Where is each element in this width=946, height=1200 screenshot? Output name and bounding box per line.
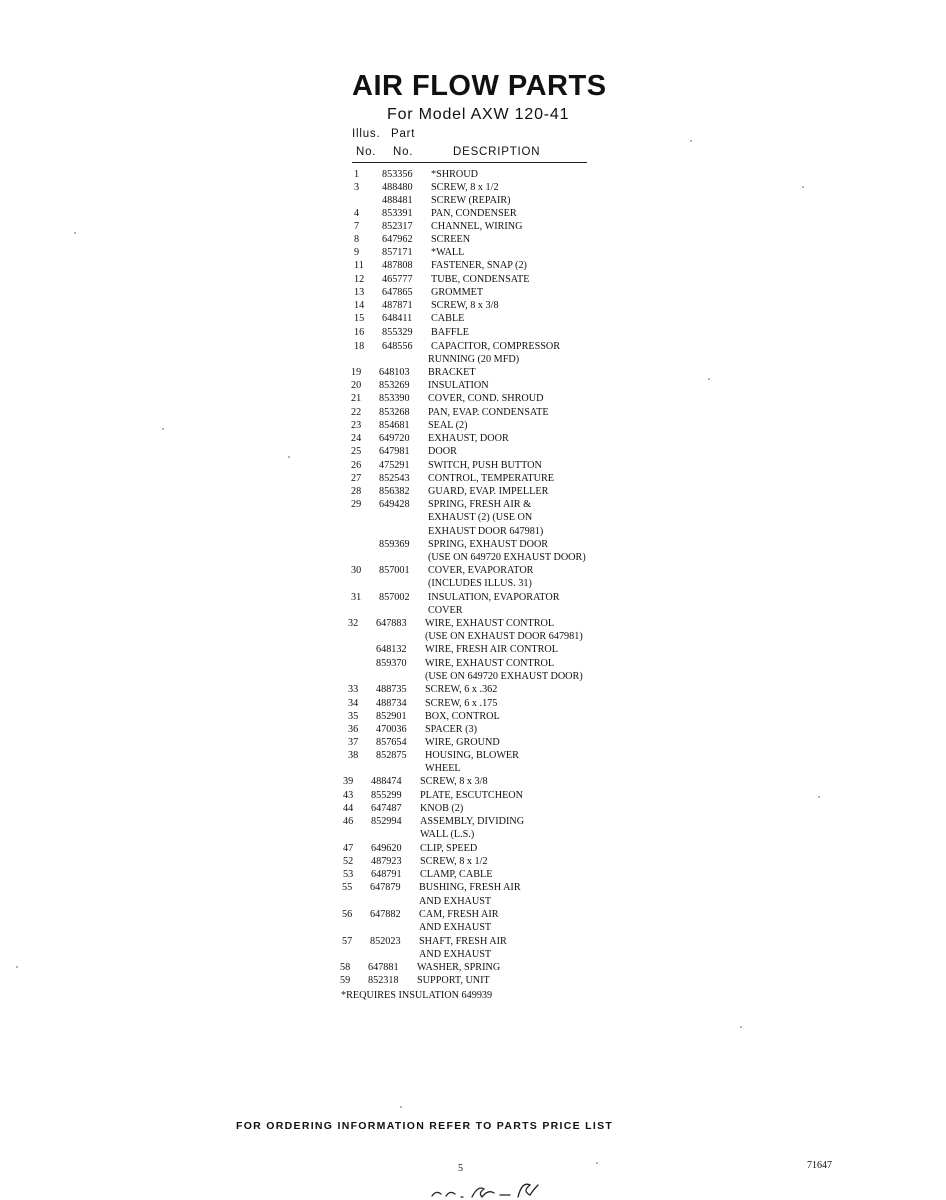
- part-number: 649428: [379, 499, 410, 510]
- part-description: CLAMP, CABLE: [420, 869, 493, 880]
- part-number: 488480: [382, 182, 413, 193]
- part-description: SPACER (3): [425, 724, 477, 735]
- part-number: 853356: [382, 169, 413, 180]
- part-description: EXHAUST DOOR 647981): [428, 526, 544, 537]
- part-description: CHANNEL, WIRING: [431, 221, 523, 232]
- footnote: *REQUIRES INSULATION 649939: [341, 990, 493, 1001]
- illus-number: 39: [343, 776, 354, 787]
- part-number: 487923: [371, 856, 402, 867]
- part-description: SCREW, 8 x 1/2: [431, 182, 499, 193]
- page-number: 5: [458, 1163, 463, 1174]
- part-number: 852023: [370, 936, 401, 947]
- illus-number: 31: [351, 592, 362, 603]
- part-description: PAN, CONDENSER: [431, 208, 517, 219]
- part-number: 853390: [379, 393, 410, 404]
- ordering-note: FOR ORDERING INFORMATION REFER TO PARTS PRICE LIST: [236, 1120, 614, 1132]
- part-number: 852317: [382, 221, 413, 232]
- part-description: CABLE: [431, 313, 465, 324]
- header-rule: [352, 162, 587, 163]
- illus-number: 7: [354, 221, 360, 232]
- header-illus-label: Illus.: [352, 128, 381, 140]
- illus-number: 33: [348, 684, 359, 695]
- part-description: SCREEN: [431, 234, 471, 245]
- scan-speck: [802, 186, 804, 188]
- part-description: SCREW, 8 x 1/2: [420, 856, 488, 867]
- illus-number: 52: [343, 856, 354, 867]
- illus-number: 11: [354, 260, 364, 271]
- part-number: 475291: [379, 460, 410, 471]
- part-description: TUBE, CONDENSATE: [431, 274, 530, 285]
- part-description: BAFFLE: [431, 327, 469, 338]
- part-number: 647881: [368, 962, 399, 973]
- part-description: BUSHING, FRESH AIR: [419, 882, 521, 893]
- part-description: SCREW, 6 x .362: [425, 684, 498, 695]
- illus-number: 32: [348, 618, 359, 629]
- header-part-no-label: No.: [393, 146, 414, 158]
- part-number: 649720: [379, 433, 410, 444]
- illus-number: 37: [348, 737, 359, 748]
- part-description: SHAFT, FRESH AIR: [419, 936, 507, 947]
- part-description: GUARD, EVAP. IMPELLER: [428, 486, 549, 497]
- part-description: SWITCH, PUSH BUTTON: [428, 460, 542, 471]
- part-description: KNOB (2): [420, 803, 464, 814]
- illus-number: 27: [351, 473, 362, 484]
- illus-number: 4: [354, 208, 360, 219]
- page-title: AIR FLOW PARTS: [352, 70, 607, 102]
- illus-number: 58: [340, 962, 351, 973]
- illus-number: 15: [354, 313, 365, 324]
- scan-speck: [16, 966, 18, 968]
- illus-number: 53: [343, 869, 354, 880]
- illus-number: 28: [351, 486, 362, 497]
- illus-number: 18: [354, 341, 365, 352]
- illus-number: 34: [348, 698, 359, 709]
- part-number: 647865: [382, 287, 413, 298]
- part-description: SPRING, EXHAUST DOOR: [428, 539, 549, 550]
- part-number: 488481: [382, 195, 413, 206]
- part-description: EXHAUST (2) (USE ON: [428, 512, 533, 523]
- part-number: 648411: [382, 313, 413, 324]
- part-number: 859370: [376, 658, 407, 669]
- part-number: 487871: [382, 300, 413, 311]
- part-description: CAM, FRESH AIR: [419, 909, 499, 920]
- illus-number: 3: [354, 182, 360, 193]
- part-number: 488474: [371, 776, 402, 787]
- part-number: 487808: [382, 260, 413, 271]
- part-description: SUPPORT, UNIT: [417, 975, 490, 986]
- model-subtitle: For Model AXW 120-41: [387, 106, 570, 123]
- part-description: SEAL (2): [428, 420, 468, 431]
- header-illus-no-label: No.: [356, 146, 377, 158]
- scan-speck: [596, 1162, 598, 1164]
- header-part-label: Part: [391, 128, 416, 140]
- part-description: CLIP, SPEED: [420, 843, 478, 854]
- part-description: COVER, EVAPORATOR: [428, 565, 534, 576]
- part-description: WASHER, SPRING: [417, 962, 501, 973]
- part-description: COVER: [428, 605, 463, 616]
- part-description: DOOR: [428, 446, 457, 457]
- scan-speck: [288, 456, 290, 458]
- illus-number: 9: [354, 247, 360, 258]
- part-description: SCREW (REPAIR): [431, 195, 511, 206]
- part-number: 853268: [379, 407, 410, 418]
- illus-number: 19: [351, 367, 362, 378]
- scan-speck: [162, 428, 164, 430]
- illus-number: 20: [351, 380, 362, 391]
- scan-speck: [690, 140, 692, 142]
- part-description: HOUSING, BLOWER: [425, 750, 519, 761]
- part-number: 465777: [382, 274, 413, 285]
- scan-speck: [740, 1026, 742, 1028]
- part-number: 647879: [370, 882, 401, 893]
- part-number: 855299: [371, 790, 402, 801]
- part-number: 648103: [379, 367, 410, 378]
- illus-number: 35: [348, 711, 359, 722]
- part-description: PLATE, ESCUTCHEON: [420, 790, 524, 801]
- part-description: CAPACITOR, COMPRESSOR: [431, 341, 561, 352]
- part-description: CONTROL, TEMPERATURE: [428, 473, 555, 484]
- part-description: BOX, CONTROL: [425, 711, 500, 722]
- scan-speck: [400, 1106, 402, 1108]
- illus-number: 36: [348, 724, 359, 735]
- part-description: EXHAUST, DOOR: [428, 433, 509, 444]
- part-number: 647882: [370, 909, 401, 920]
- part-description: BRACKET: [428, 367, 476, 378]
- part-number: 852543: [379, 473, 410, 484]
- part-description: WHEEL: [425, 763, 461, 774]
- scan-speck: [74, 232, 76, 234]
- illus-number: 13: [354, 287, 365, 298]
- part-description: SCREW, 8 x 3/8: [420, 776, 488, 787]
- part-number: 647883: [376, 618, 407, 629]
- part-number: 647487: [371, 803, 402, 814]
- illus-number: 59: [340, 975, 351, 986]
- illus-number: 21: [351, 393, 362, 404]
- illus-number: 29: [351, 499, 362, 510]
- part-number: 852901: [376, 711, 407, 722]
- illus-number: 56: [342, 909, 353, 920]
- part-description: (USE ON 649720 EXHAUST DOOR): [425, 671, 583, 682]
- part-number: 856382: [379, 486, 410, 497]
- part-description: COVER, COND. SHROUD: [428, 393, 544, 404]
- part-description: AND EXHAUST: [419, 949, 492, 960]
- part-description: SCREW, 8 x 3/8: [431, 300, 499, 311]
- scan-speck: [708, 378, 710, 380]
- part-number: 854681: [379, 420, 410, 431]
- illus-number: 25: [351, 446, 362, 457]
- illus-number: 22: [351, 407, 362, 418]
- illus-number: 38: [348, 750, 359, 761]
- illus-number: 43: [343, 790, 354, 801]
- part-description: (USE ON EXHAUST DOOR 647981): [425, 631, 583, 642]
- part-description: SPRING, FRESH AIR &: [428, 499, 532, 510]
- part-description: WIRE, FRESH AIR CONTROL: [425, 644, 559, 655]
- illus-number: 47: [343, 843, 354, 854]
- part-description: GROMMET: [431, 287, 484, 298]
- part-number: 857654: [376, 737, 407, 748]
- part-number: 648132: [376, 644, 407, 655]
- part-description: INSULATION, EVAPORATOR: [428, 592, 560, 603]
- part-description: INSULATION: [428, 380, 489, 391]
- part-description: WIRE, GROUND: [425, 737, 500, 748]
- part-description: (INCLUDES ILLUS. 31): [428, 578, 532, 589]
- header-description-label: DESCRIPTION: [453, 146, 541, 158]
- illus-number: 55: [342, 882, 353, 893]
- part-number: 859369: [379, 539, 410, 550]
- part-number: 649620: [371, 843, 402, 854]
- part-number: 647981: [379, 446, 410, 457]
- part-description: ASSEMBLY, DIVIDING: [420, 816, 525, 827]
- illus-number: 57: [342, 936, 353, 947]
- handwritten-mark: [428, 1180, 558, 1200]
- part-description: RUNNING (20 MFD): [428, 354, 520, 365]
- part-number: 852318: [368, 975, 399, 986]
- document-number: 71647: [807, 1160, 832, 1171]
- part-number: 857002: [379, 592, 410, 603]
- part-description: AND EXHAUST: [419, 922, 492, 933]
- part-number: 857171: [382, 247, 413, 258]
- part-description: AND EXHAUST: [419, 896, 492, 907]
- illus-number: 30: [351, 565, 362, 576]
- part-number: 488734: [376, 698, 407, 709]
- part-description: FASTENER, SNAP (2): [431, 260, 527, 271]
- part-description: SCREW, 6 x .175: [425, 698, 498, 709]
- part-number: 488735: [376, 684, 407, 695]
- illus-number: 26: [351, 460, 362, 471]
- scan-speck: [818, 796, 820, 798]
- part-description: WALL (L.S.): [420, 829, 475, 840]
- part-description: *WALL: [431, 247, 465, 258]
- part-description: PAN, EVAP. CONDENSATE: [428, 407, 549, 418]
- part-number: 648556: [382, 341, 413, 352]
- part-number: 648791: [371, 869, 402, 880]
- illus-number: 46: [343, 816, 354, 827]
- illus-number: 12: [354, 274, 365, 285]
- illus-number: 1: [354, 169, 360, 180]
- part-number: 852875: [376, 750, 407, 761]
- illus-number: 23: [351, 420, 362, 431]
- illus-number: 14: [354, 300, 365, 311]
- illus-number: 24: [351, 433, 362, 444]
- illus-number: 8: [354, 234, 360, 245]
- part-number: 852994: [371, 816, 402, 827]
- part-number: 855329: [382, 327, 413, 338]
- part-description: WIRE, EXHAUST CONTROL: [425, 618, 555, 629]
- part-number: 853391: [382, 208, 413, 219]
- part-number: 470036: [376, 724, 407, 735]
- part-description: WIRE, EXHAUST CONTROL: [425, 658, 555, 669]
- part-description: (USE ON 649720 EXHAUST DOOR): [428, 552, 586, 563]
- part-description: *SHROUD: [431, 169, 478, 180]
- part-number: 647962: [382, 234, 413, 245]
- illus-number: 16: [354, 327, 365, 338]
- part-number: 853269: [379, 380, 410, 391]
- part-number: 857001: [379, 565, 410, 576]
- illus-number: 44: [343, 803, 354, 814]
